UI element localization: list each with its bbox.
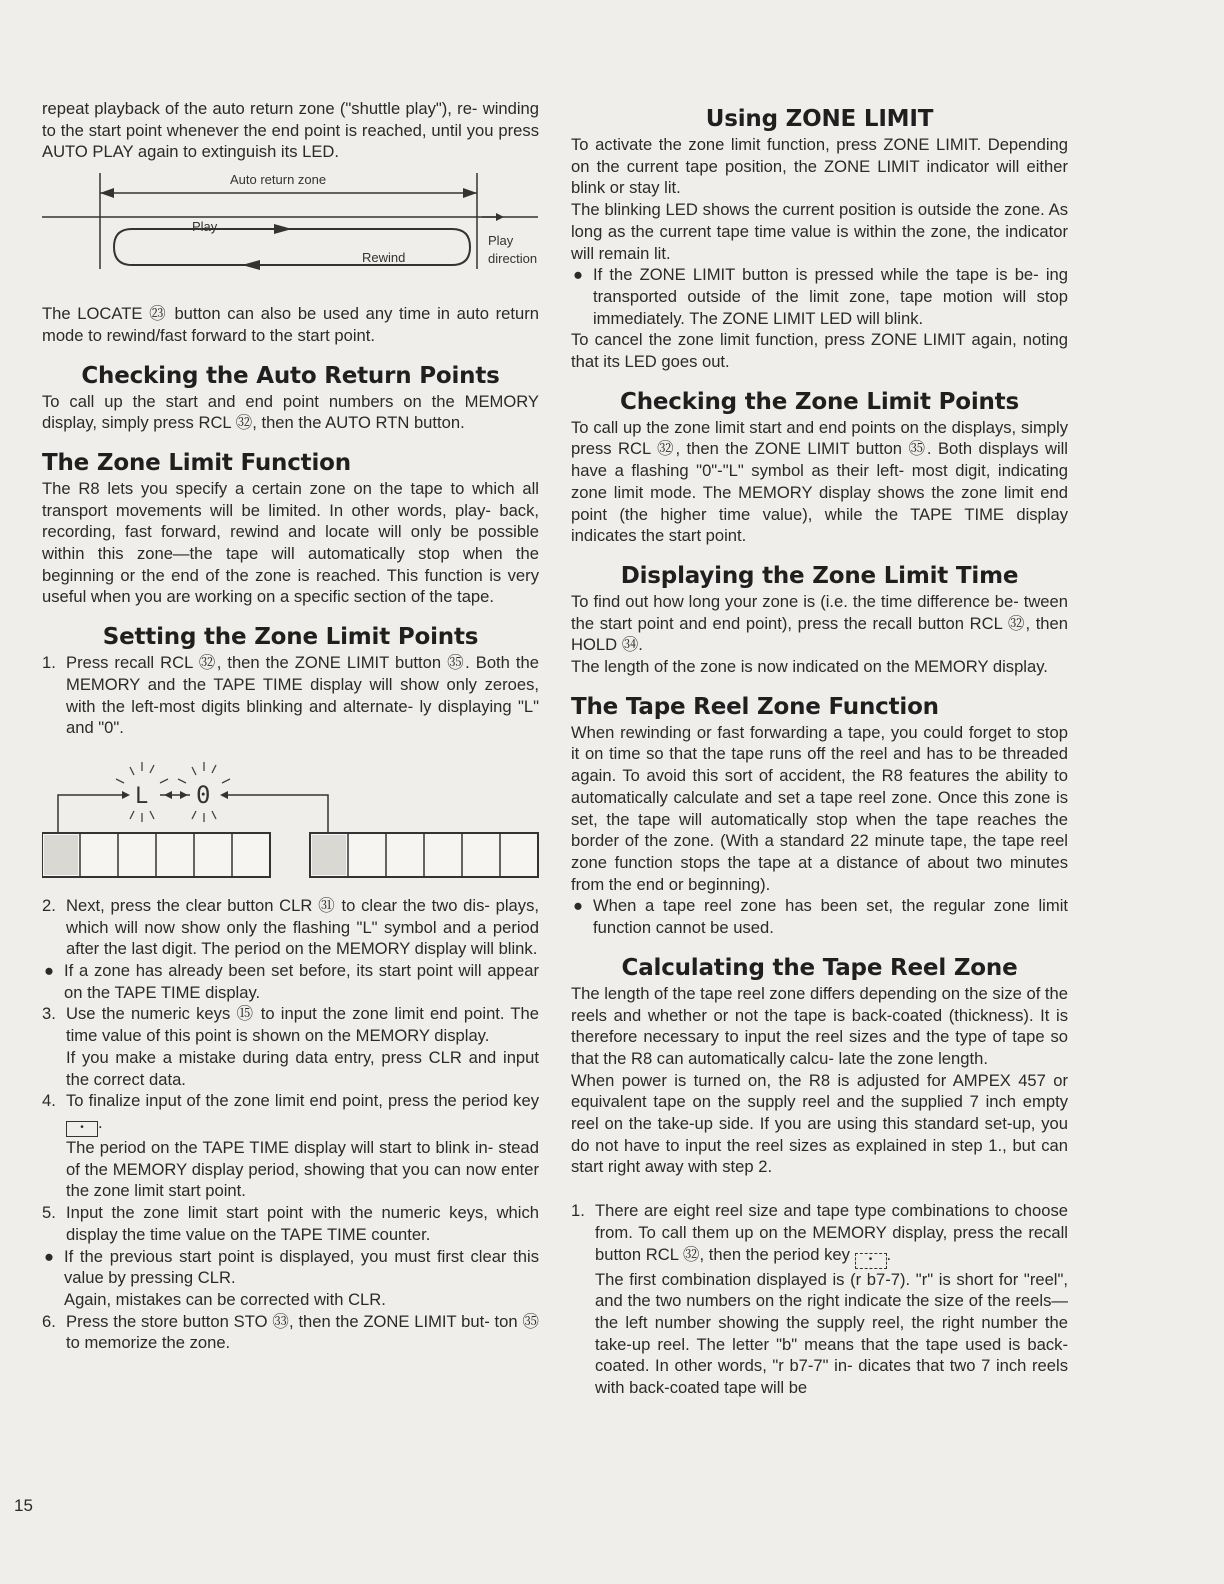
bullet-text: If a zone has already been set before, its start point will appear on the TAPE TIME display. xyxy=(64,961,539,1002)
step-number: 5. xyxy=(42,1203,56,1223)
step-text: Use the numeric keys ⑮ to input the zone limit end point. The time value of this point is shown on the MEMORY display. xyxy=(66,1004,539,1046)
step-number: 4. xyxy=(42,1091,56,1111)
heading-using-zone-limit: Using ZONE LIMIT xyxy=(705,106,934,132)
calculating-text-1: The length of the tape reel zone differs depending on the size of the reels and whether or not the tape is back-coated (thickness). It is therefore necessary to input the reel sizes and the type of tape so that the R8 can automatically calcu- late the zone length. xyxy=(571,983,1068,1068)
display-diagram xyxy=(42,753,539,883)
setting-bullet-b2 xyxy=(42,1289,539,1311)
period-key-icon: • xyxy=(66,1121,98,1137)
heading-checking-auto-return: Checking the Auto Return Points xyxy=(81,362,500,389)
play-direction-label-2: direction xyxy=(488,251,538,267)
display-diagram-svg xyxy=(42,753,539,883)
setting-bullet-a xyxy=(42,960,539,1003)
zone-limit-function-text: The R8 lets you specify a certain zone on the tape to which all transport movements will be limited. In other words, play- back, recording, fast forward, rewind and locate will only be possible within this zone—the tape will automatically stop when the beginning or the end of the zone is reached. This function is very useful when you are working on a specific section of the tape. xyxy=(42,478,539,607)
step-number: 2. xyxy=(42,895,56,915)
step-text-end: . xyxy=(886,1244,892,1264)
setting-step-5 xyxy=(42,1202,539,1245)
heading-calculating-tape-reel-zone: Calculating the Tape Reel Zone xyxy=(621,954,1018,981)
using-text-3: To cancel the zone limit function, press ZONE LIMIT again, noting that its LED goes out. xyxy=(571,330,1068,372)
setting-step-1 xyxy=(42,652,539,739)
auto-return-zone-diagram xyxy=(42,169,539,291)
setting-step-3 xyxy=(42,1003,539,1046)
blink-symbol-zero: 0 xyxy=(196,780,211,809)
bullet-dot-icon: ● xyxy=(573,896,584,916)
play-label: Play xyxy=(192,219,218,235)
heading-setting-zone-limit-points: Setting the Zone Limit Points xyxy=(102,624,479,651)
step-text: There are eight reel size and tape type combinations to choose from. To call them up on the MEMORY display, press the recall button RCL ㉜, then the period key xyxy=(595,1201,1068,1264)
setting-step-6 xyxy=(42,1311,539,1354)
bullet-dot-icon: ● xyxy=(44,1246,55,1266)
step-text: If you make a mistake during data entry, press CLR and input the correct data. xyxy=(66,1047,539,1089)
play-direction-label-1: Play xyxy=(488,233,514,249)
step-text-end: . xyxy=(98,1112,103,1132)
step-number: 1. xyxy=(571,1201,585,1221)
rewind-label: Rewind xyxy=(362,250,406,266)
bullet-text: If the ZONE LIMIT button is pressed while the tape is be- ing transported outside of the limit zone, tape motion will stop immediately. The ZONE LIMIT LED will blink. xyxy=(593,265,1068,328)
step-text: Next, press the clear button CLR ㉛ to clear the two dis- plays, which will now show only the flashing "L" symbol and a period after the last digit. The period on the MEMORY display will blink. xyxy=(66,895,539,959)
locate-note: The LOCATE ㉓ button can also be used any time in auto return mode to rewind/fast forward to the start point. xyxy=(42,304,539,345)
left-column xyxy=(42,98,539,1354)
setting-step-4b xyxy=(42,1137,539,1202)
bullet-text: If the previous start point is displayed, you must first clear this value by pressing CLR. xyxy=(64,1246,539,1288)
page-number: 15 xyxy=(14,1496,33,1515)
calculating-step-1b xyxy=(571,1269,1068,1399)
bullet-dot-icon: ● xyxy=(44,961,55,981)
step-text: Press the store button STO ㉝, then the ZONE LIMIT but- ton ㉟ to memorize the zone. xyxy=(66,1311,539,1353)
step-text: To finalize input of the zone limit end point, press the period key xyxy=(66,1091,539,1111)
auto-return-zone-svg xyxy=(42,169,542,291)
bullet-text: Again, mistakes can be corrected with CLR. xyxy=(64,1289,386,1309)
blink-symbol-l: L xyxy=(135,783,149,809)
setting-bullet-b xyxy=(42,1246,539,1289)
using-text-1: To activate the zone limit function, press ZONE LIMIT. Depending on the current tape position, the ZONE LIMIT indicator will either blink or stay lit. xyxy=(571,135,1068,198)
period-key-icon: • xyxy=(855,1253,887,1269)
heading-zone-limit-function: The Zone Limit Function xyxy=(42,449,351,476)
tape-reel-text: When rewinding or fast forwarding a tape, you could forget to stop it on time so that the tape runs off the reel and has to be threaded again. To avoid this sort of accident, the R8 features the ability to automatically calculate and set a tape reel zone. Once this zone is set, the tape will automatically stop when the tape reaches the border of the zone. (With a standard 22 minute tape, the tape reel zone function stops the tape at a distance of about two minutes from the end or beginning). xyxy=(571,722,1068,894)
calculating-text-2: When power is turned on, the R8 is adjusted for AMPEX 457 or equivalent tape on the supply reel and the supplied 7 inch empty reel on the take-up side. If you are using this standard set-up, you do not have to input the reel sizes as explained in step 1., but can start right away with step 2. xyxy=(571,1070,1068,1177)
using-text-2: The blinking LED shows the current position is outside the zone. As long as the current tape time value is within the zone, the indicator will remain lit. xyxy=(571,200,1068,263)
step-text: The period on the TAPE TIME display will start to blink in- stead of the MEMORY display period, showing that you can now enter the zone limit start point. xyxy=(66,1137,539,1201)
checking-zone-limit-text: To call up the zone limit start and end points on the displays, simply press RCL ㉜, then the ZONE LIMIT button ㉟. Both displays will have a flashing "0"-"L" symbol as their left- most digit, indicating zone limit mode. The MEMORY display shows the zone limit end point (the higher time value), while the TAPE TIME display indicates the start point. xyxy=(571,417,1068,546)
step-text: The first combination displayed is (r b7-7). "r" is short for "reel", and the two numbers on the right indicate the size of the reels—the left number showing the supply reel, the right number the take-up reel. The letter "b" means that the tape used is back-coated. In other words, "r b7-7" in- dicates that two 7 inch reels with back-coated tape will be xyxy=(595,1269,1068,1398)
displaying-text-2: The length of the zone is now indicated on the MEMORY display. xyxy=(571,657,1048,677)
tape-reel-bullet xyxy=(571,895,1068,938)
intro-paragraph: repeat playback of the auto return zone ("shuttle play"), re- winding to the start point whenever the end point is reached, until you press AUTO PLAY again to extinguish its LED. xyxy=(42,99,539,162)
checking-auto-return-text: To call up the start and end point numbers on the MEMORY display, simply press RCL ㉜, then the AUTO RTN button. xyxy=(42,391,539,433)
bullet-dot-icon: ● xyxy=(573,265,584,285)
bullet-text: When a tape reel zone has been set, the regular zone limit function cannot be used. xyxy=(593,896,1068,938)
setting-step-4 xyxy=(42,1090,539,1137)
displaying-text-1: To find out how long your zone is (i.e. the time difference be- tween the start point and end point), press the recall button RCL ㉜, then HOLD ㉞. xyxy=(571,591,1068,655)
right-column xyxy=(571,104,1068,1399)
setting-step-2 xyxy=(42,895,539,960)
heading-tape-reel-zone-function: The Tape Reel Zone Function xyxy=(571,693,939,720)
using-bullet xyxy=(571,264,1068,329)
step-number: 3. xyxy=(42,1004,56,1024)
step-number: 1. xyxy=(42,653,56,673)
heading-checking-zone-limit: Checking the Zone Limit Points xyxy=(620,388,1019,415)
step-text: Input the zone limit start point with the numeric keys, which display the time value on the TAPE TIME counter. xyxy=(66,1203,539,1244)
heading-displaying-zone-limit-time: Displaying the Zone Limit Time xyxy=(620,562,1019,589)
calculating-step-1 xyxy=(571,1200,1068,1268)
step-number: 6. xyxy=(42,1311,56,1331)
setting-step-3b xyxy=(42,1047,539,1090)
step-text: Press recall RCL ㉜, then the ZONE LIMIT button ㉟. Both the MEMORY and the TAPE TIME display will show only zeroes, with the left-most digits blinking and alternate- ly displaying "L" and "0". xyxy=(66,653,539,738)
auto-return-zone-label: Auto return zone xyxy=(230,172,327,188)
